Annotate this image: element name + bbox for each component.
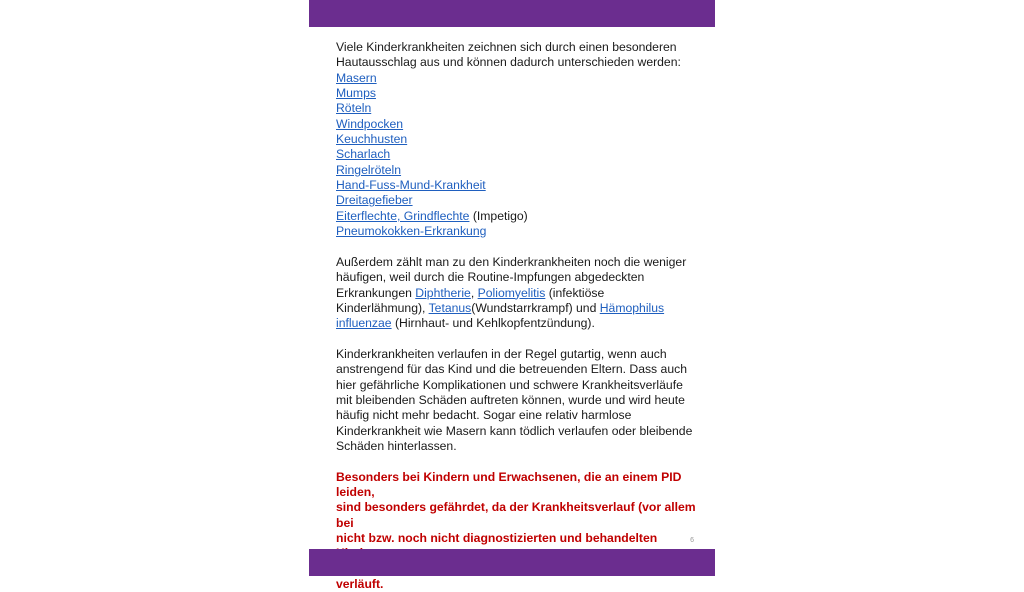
warning-line-1: Besonders bei Kindern und Erwachsenen, die an einem PID leiden, [336, 469, 682, 499]
para3-line-3: hier gefährliche Komplikationen und schwere Krankheitsverläufe [336, 377, 683, 392]
disease-link-scharlach[interactable]: Scharlach [336, 147, 391, 162]
para3-line-2: anstrengend für das Kind und die betreuenden Eltern. Dass auch [336, 362, 687, 377]
para2-line-1: Außerdem zählt man zu den Kinderkrankheiten noch die weniger [336, 254, 687, 269]
header-bar [309, 0, 715, 27]
para3-line-4: mit bleibenden Schäden auftreten können, wurde und wird heute [336, 392, 685, 407]
disease-link-keuchhusten[interactable]: Keuchhusten [336, 132, 408, 147]
para3-line-5: häufig nicht mehr bedacht. Sogar eine relativ harmlose [336, 408, 632, 423]
link-poliomyelitis[interactable]: Poliomyelitis [477, 285, 546, 300]
warning-line-4: verläuft. [336, 577, 384, 592]
link-haemophilus[interactable]: Hämophilus [599, 300, 665, 315]
page-number: 6 [690, 537, 694, 544]
disease-link-windpocken[interactable]: Windpocken [336, 116, 404, 131]
para2-line-4 [336, 301, 696, 316]
para3-line-1: Kinderkrankheiten verlaufen in der Regel gutartig, wenn auch [336, 346, 667, 361]
disease-link-masern[interactable]: Masern [336, 70, 377, 85]
disease-link-roeteln[interactable]: Röteln [336, 101, 372, 116]
link-influenzae[interactable]: influenzae [336, 316, 392, 331]
para2-line-2: häufigen, weil durch die Routine-Impfungen abgedeckten [336, 270, 645, 285]
slide-content [336, 40, 696, 592]
para2-comma: , [470, 285, 478, 300]
link-tetanus[interactable]: Tetanus [428, 300, 472, 315]
para2-line-4-mid: (Wundstarrkrampf) und [471, 300, 600, 315]
disease-link-dreitagefieber[interactable]: Dreitagefieber [336, 193, 413, 208]
impetigo-suffix: (Impetigo) [469, 208, 528, 223]
para2-line-5-post: (Hirnhaut- und Kehlkopfentzündung). [391, 316, 595, 331]
disease-link-mumps[interactable]: Mumps [336, 86, 376, 101]
intro-line-1: Viele Kinderkrankheiten zeichnen sich durch einen besonderen [336, 40, 677, 54]
intro-line-2: Hautausschlag aus und können dadurch unterschieden werden: [336, 55, 681, 70]
disease-link-ringelroeteln[interactable]: Ringelröteln [336, 162, 402, 177]
para2-line-3-pre: Erkrankungen [336, 285, 416, 300]
para2-line-4-pre: Kinderlähmung), [336, 300, 429, 315]
para2-line-3 [336, 286, 696, 301]
disease-link-hand-fuss-mund[interactable]: Hand-Fuss-Mund-Krankheit [336, 178, 486, 193]
para2-line-3-post: (infektiöse [545, 285, 605, 300]
para3-line-7: Schäden hinterlassen. [336, 438, 457, 453]
warning-line-2: sind besonders gefährdet, da der Krankheitsverlauf (vor allem bei [336, 500, 696, 530]
warning-line-3: nicht bzw. noch nicht diagnostizierten und behandelten [336, 531, 658, 545]
link-diphtherie[interactable]: Diphtherie [415, 285, 471, 300]
footer-bar [309, 549, 715, 576]
disease-link-pneumokokken[interactable]: Pneumokokken-Erkrankung [336, 224, 487, 239]
slide [309, 0, 715, 592]
para3-line-6: Kinderkrankheit wie Masern kann tödlich verlaufen oder bleibende [336, 423, 693, 438]
disease-link-eiterflechte[interactable]: Eiterflechte, Grindflechte [336, 208, 470, 223]
para2-line-5 [336, 316, 696, 331]
